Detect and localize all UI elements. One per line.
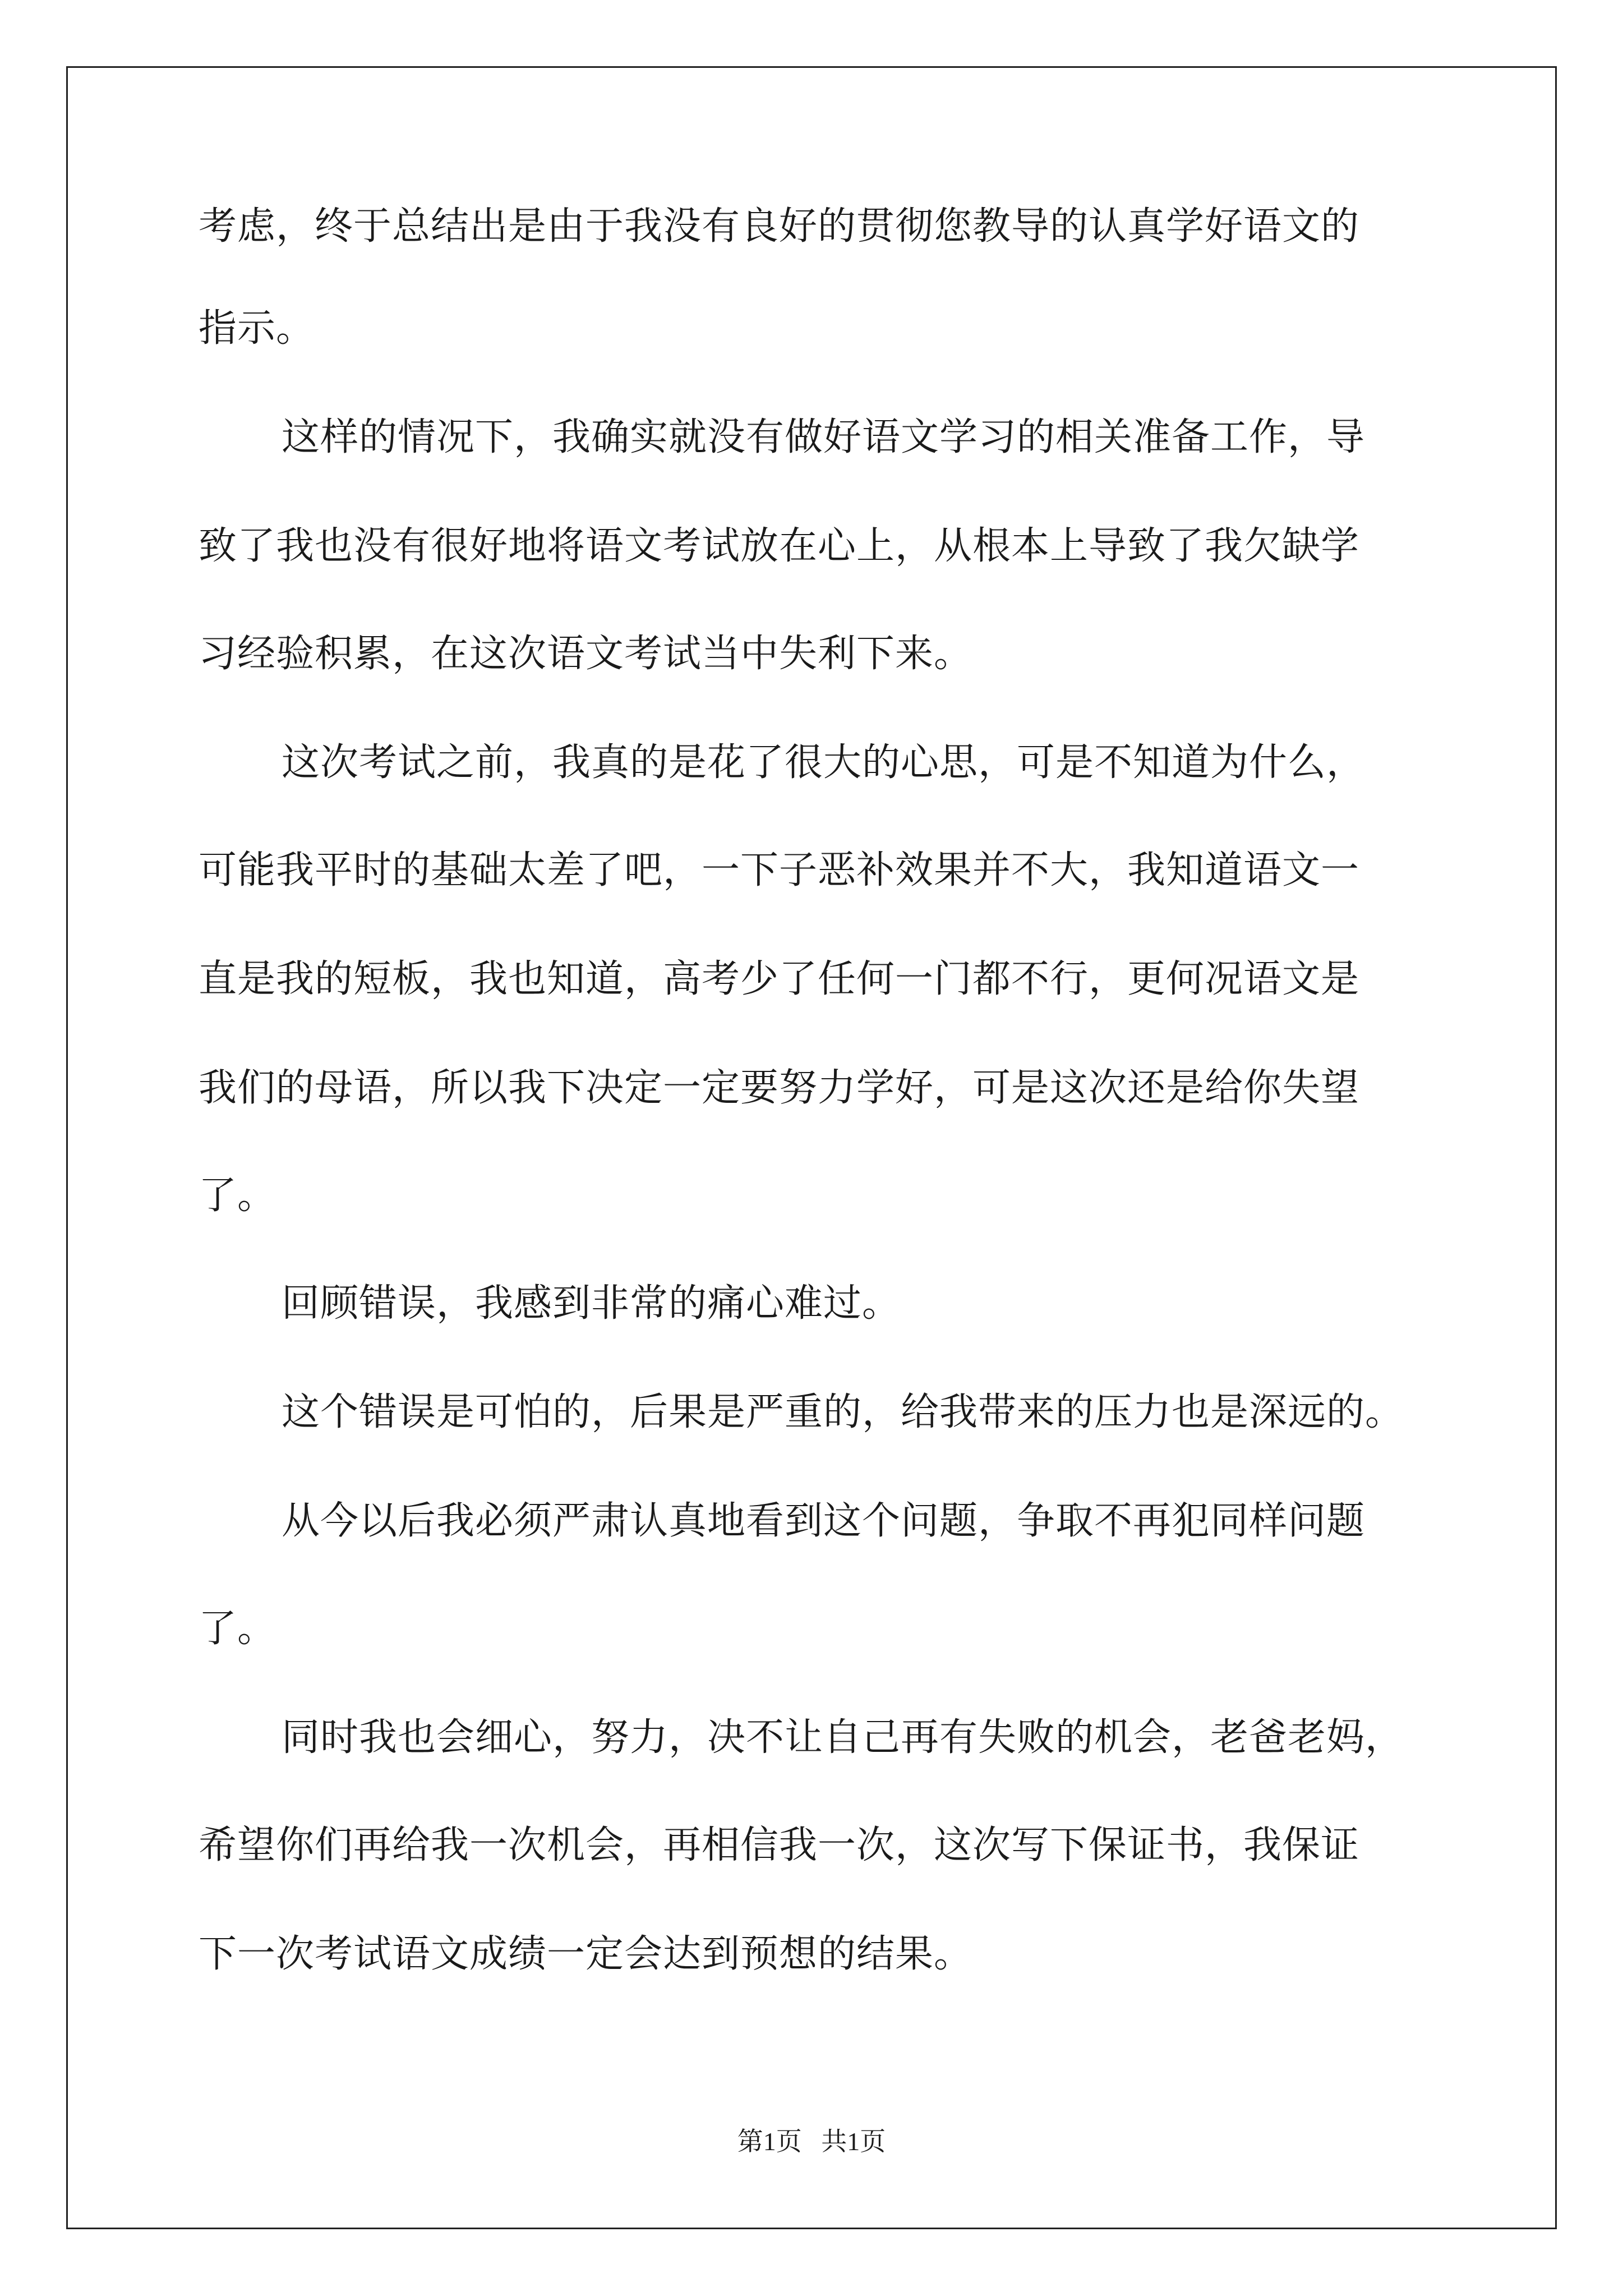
text-line-15: 同时我也会细心，努力，决不让自己再有失败的机会，老爸老妈， (282, 1715, 1404, 1760)
text-line-14: 了。 (199, 1607, 276, 1651)
text-line-16: 希望你们再给我一次机会，再相信我一次，这次写下保证书，我保证 (199, 1823, 1360, 1867)
text-line-9: 我们的母语，所以我下决定一定要努力学好，可是这次还是给你失望 (199, 1066, 1360, 1110)
text-line-17: 下一次考试语文成绩一定会达到预想的结果。 (199, 1932, 973, 1976)
text-line-13: 从今以后我必须严肃认真地看到这个问题，争取不再犯同样问题 (282, 1499, 1366, 1543)
text-line-8: 直是我的短板，我也知道，高考少了任何一门都不行，更何况语文是 (199, 957, 1360, 1001)
text-line-2: 指示。 (199, 306, 315, 351)
text-line-11: 回顾错误，我感到非常的痛心难过。 (282, 1281, 901, 1326)
page-number-footer: 第1页 共1页 (737, 2127, 886, 2156)
text-line-12: 这个错误是可怕的，后果是严重的，给我带来的压力也是深远的。 (282, 1390, 1404, 1434)
text-line-10: 了。 (199, 1174, 276, 1218)
text-line-5: 习经验积累，在这次语文考试当中失利下来。 (199, 632, 973, 676)
text-line-1: 考虑，终于总结出是由于我没有良好的贯彻您教导的认真学好语文的 (199, 204, 1360, 249)
page-border (66, 66, 1557, 2229)
text-line-7: 可能我平时的基础太差了吧，一下子恶补效果并不大，我知道语文一 (199, 848, 1360, 892)
text-line-4: 致了我也没有很好地将语文考试放在心上，从根本上导致了我欠缺学 (199, 524, 1360, 568)
text-line-3: 这样的情况下，我确实就没有做好语文学习的相关准备工作，导 (282, 415, 1366, 459)
text-line-6: 这次考试之前，我真的是花了很大的心思，可是不知道为什么， (282, 740, 1366, 785)
